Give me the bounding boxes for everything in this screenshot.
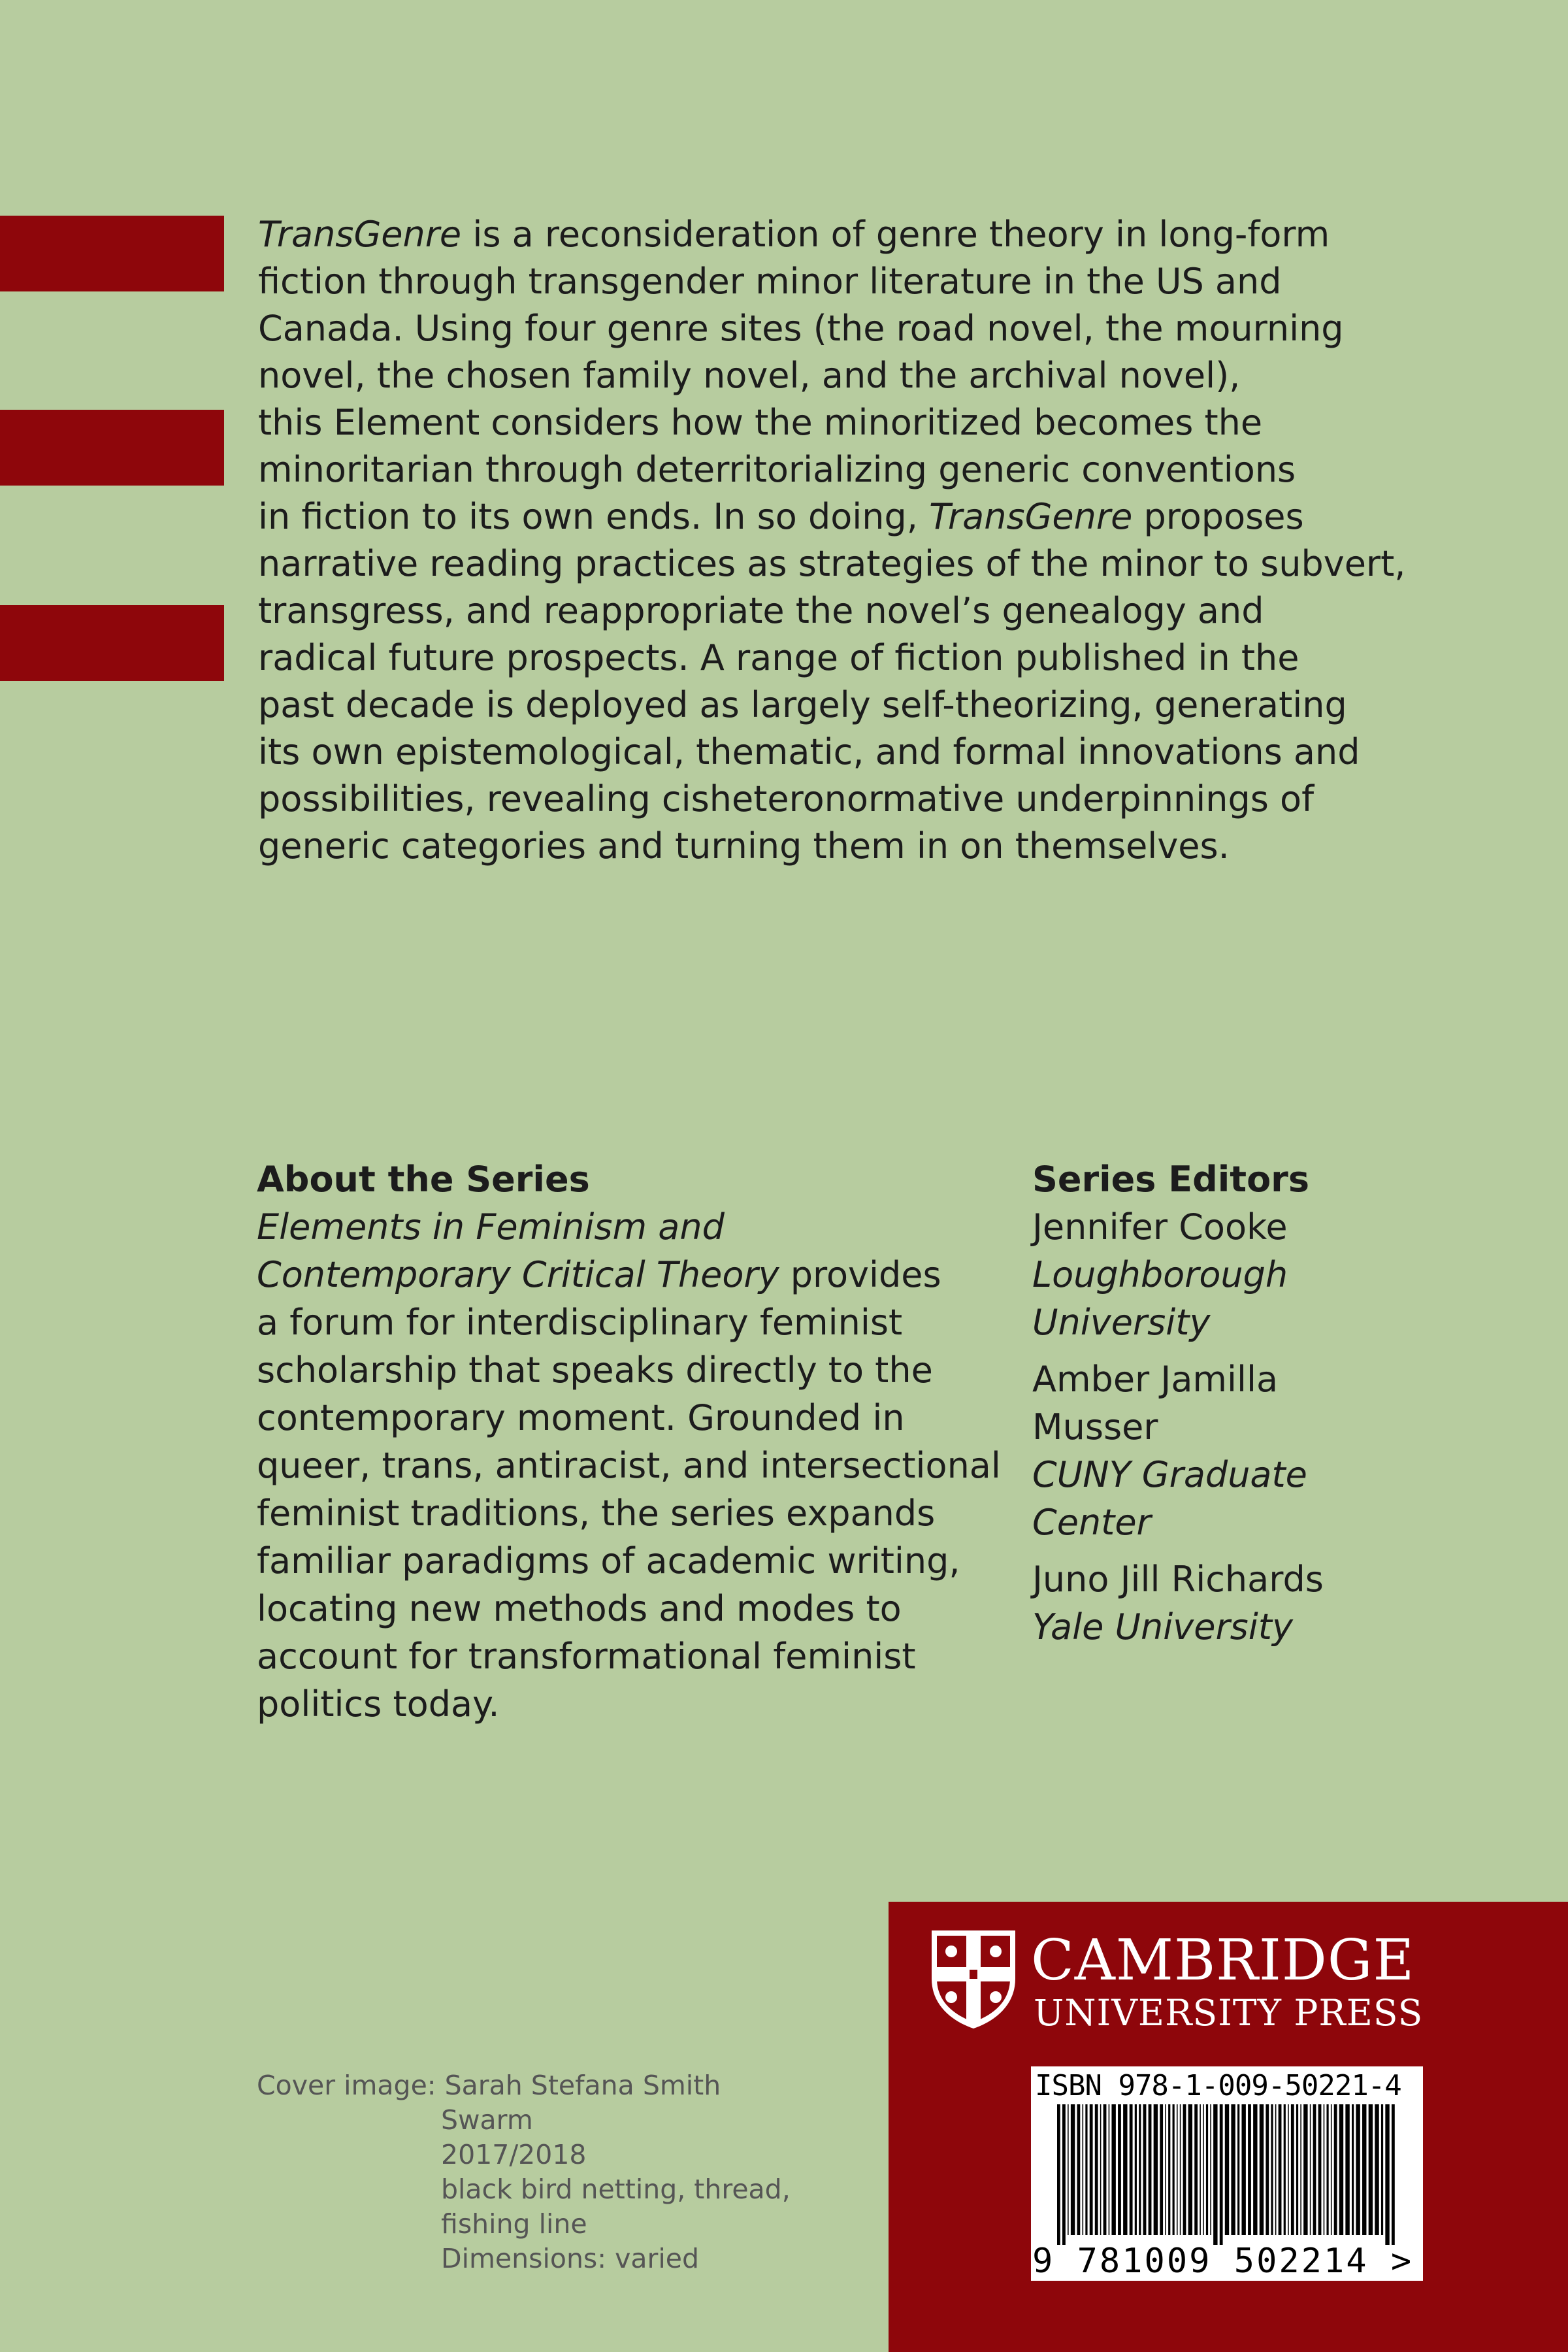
about-line	[257, 1442, 1008, 1489]
editors-heading: Series Editors	[1032, 1159, 1309, 1200]
barcode-bars	[1057, 2104, 1397, 2245]
barcode-bar	[1203, 2104, 1204, 2235]
credit-line: Dimensions: varied	[441, 2243, 700, 2274]
barcode-bar	[1200, 2104, 1201, 2235]
editor-affiliation: CUNY Graduate	[1032, 1454, 1307, 1495]
blurb-text: minoritarian through deterritorializing generic conventions	[258, 449, 1296, 490]
barcode-bar	[1149, 2104, 1152, 2235]
barcode-bar	[1284, 2104, 1286, 2235]
blurb-italic-text: TransGenre	[929, 496, 1133, 537]
credit-label: Cover image: Sarah Stefana Smith	[257, 2070, 721, 2101]
barcode-bar	[1260, 2104, 1264, 2235]
publisher-subname: UNIVERSITY PRESS	[1034, 1992, 1424, 2034]
barcode-bar	[1100, 2104, 1102, 2235]
barcode-bar	[1173, 2104, 1175, 2235]
red-band-middle	[0, 410, 224, 486]
series-editors	[1032, 1155, 1490, 1651]
barcode-bar	[1206, 2104, 1208, 2235]
barcode-bar	[1225, 2104, 1229, 2235]
about-text: a forum for interdisciplinary feminist	[257, 1302, 903, 1343]
barcode-bar	[1139, 2104, 1141, 2235]
barcode-bar	[1266, 2104, 1269, 2235]
blurb-text: is a reconsideration of genre theory in long-form	[461, 214, 1330, 255]
blurb-line	[258, 493, 1434, 540]
cambridge-shield-icon	[928, 1927, 1019, 2031]
blurb-text: transgress, and reappropriate the novel’s genealogy and	[258, 590, 1264, 631]
barcode-bar	[1362, 2104, 1366, 2235]
about-heading: About the Series	[257, 1159, 590, 1200]
book-blurb	[258, 211, 1434, 870]
blurb-text: past decade is deployed as largely self-theorizing, generating	[258, 684, 1347, 725]
barcode-bar	[1103, 2104, 1107, 2235]
blurb-line	[258, 540, 1434, 588]
blurb-line	[258, 729, 1434, 776]
barcode-bar	[1241, 2104, 1245, 2235]
barcode-bar	[1291, 2104, 1294, 2235]
barcode-bar	[1296, 2104, 1298, 2235]
barcode-bar	[1165, 2104, 1166, 2235]
barcode-bar	[1313, 2104, 1316, 2235]
barcode-bar	[1352, 2104, 1354, 2235]
barcode-bar	[1168, 2104, 1170, 2235]
barcode-bar	[1177, 2104, 1178, 2235]
barcode-bar	[1062, 2104, 1066, 2245]
barcode-bar	[1253, 2104, 1257, 2235]
isbn-label: ISBN 978-1-009-50221-4	[1035, 2069, 1401, 2102]
barcode-bar	[1154, 2104, 1158, 2235]
barcode-bar	[1385, 2104, 1389, 2245]
about-italic-text: Elements in Feminism and	[257, 1206, 725, 1248]
barcode-bar	[1071, 2104, 1075, 2235]
barcode-bar	[1275, 2104, 1277, 2235]
barcode-bar	[1160, 2104, 1163, 2235]
editor-name: Amber Jamilla	[1032, 1359, 1279, 1400]
barcode-bar	[1288, 2104, 1289, 2235]
about-text: politics today.	[257, 1683, 500, 1725]
editor-affiliation: Loughborough	[1032, 1254, 1288, 1295]
about-text: queer, trans, antiracist, and intersectional	[257, 1445, 1001, 1486]
barcode-bar	[1356, 2104, 1360, 2235]
editor-affiliation: University	[1032, 1302, 1211, 1343]
blurb-text: fiction through transgender minor literature in the US and	[258, 261, 1282, 302]
barcode-bar	[1090, 2104, 1093, 2235]
about-text: account for transformational feminist	[257, 1636, 916, 1677]
blurb-line	[258, 446, 1434, 493]
publisher-name: CAMBRIDGE	[1031, 1928, 1415, 1993]
about-text: scholarship that speaks directly to the	[257, 1350, 933, 1391]
barcode-bar	[1130, 2104, 1133, 2235]
about-line	[257, 1585, 1008, 1632]
editor-affiliation: Yale University	[1032, 1606, 1293, 1648]
barcode-bar	[1068, 2104, 1069, 2235]
about-line	[257, 1346, 1008, 1394]
credit-line: black bird netting, thread,	[441, 2174, 791, 2205]
cover-image-credit	[257, 2068, 791, 2276]
barcode-bar	[1310, 2104, 1311, 2235]
about-line	[257, 1251, 1008, 1299]
blurb-line	[258, 635, 1434, 682]
red-band-bottom	[0, 605, 224, 681]
barcode-bar	[1085, 2104, 1087, 2235]
blurb-line	[258, 352, 1434, 399]
about-the-series	[257, 1155, 1008, 1728]
credit-line: fishing line	[441, 2208, 587, 2240]
blurb-text: proposes	[1132, 496, 1304, 537]
barcode-bar	[1369, 2104, 1373, 2235]
barcode-bar	[1271, 2104, 1273, 2235]
editors-list	[1032, 1203, 1490, 1651]
credit-line: 2017/2018	[441, 2139, 587, 2170]
about-line	[257, 1537, 1008, 1585]
blurb-line	[258, 258, 1434, 305]
barcode-bar	[1123, 2104, 1127, 2235]
about-text: familiar paradigms of academic writing,	[257, 1540, 960, 1582]
barcode-bar	[1279, 2104, 1282, 2235]
blurb-line	[258, 776, 1434, 823]
blurb-text: generic categories and turning them in on themselves.	[258, 825, 1230, 867]
publisher-panel	[889, 1902, 1568, 2352]
barcode-bar	[1324, 2104, 1325, 2235]
blurb-text: novel, the chosen family novel, and the archival novel),	[258, 355, 1241, 396]
barcode-bar	[1118, 2104, 1121, 2235]
red-band-top	[0, 216, 224, 291]
about-line	[257, 1299, 1008, 1346]
editor-name: Musser	[1032, 1406, 1158, 1448]
barcode-bar	[1183, 2104, 1186, 2235]
editor-name: Juno Jill Richards	[1032, 1559, 1324, 1600]
barcode-bar	[1318, 2104, 1322, 2235]
barcode-bar	[1339, 2104, 1343, 2235]
blurb-line	[258, 682, 1434, 729]
barcode-bar	[1180, 2104, 1181, 2235]
barcode-bar	[1326, 2104, 1328, 2235]
barcode-bar	[1210, 2104, 1211, 2235]
barcode-bar	[1231, 2104, 1235, 2235]
editor-name: Jennifer Cooke	[1032, 1206, 1288, 1248]
blurb-text: this Element considers how the minoritized becomes the	[258, 402, 1263, 443]
about-text: contemporary moment. Grounded in	[257, 1397, 905, 1438]
barcode-bar	[1345, 2104, 1349, 2235]
about-line	[257, 1680, 1008, 1728]
blurb-line	[258, 305, 1434, 352]
blurb-text: its own epistemological, thematic, and formal innovations and	[258, 731, 1360, 772]
barcode-bar	[1083, 2104, 1084, 2235]
barcode-bar	[1392, 2104, 1395, 2245]
barcode-bar	[1143, 2104, 1147, 2235]
barcode-digits: 9 781009 502214 >	[1032, 2242, 1414, 2281]
barcode-bar	[1334, 2104, 1337, 2235]
blurb-line	[258, 399, 1434, 446]
credit-details	[257, 2103, 791, 2276]
barcode-bar	[1331, 2104, 1332, 2235]
blurb-line	[258, 588, 1434, 635]
barcode-bar	[1248, 2104, 1251, 2235]
about-text: provides	[779, 1254, 941, 1295]
about-italic-text: Contemporary Critical Theory	[257, 1254, 779, 1295]
barcode-bar	[1077, 2104, 1080, 2235]
barcode-bar	[1220, 2104, 1223, 2245]
blurb-line	[258, 823, 1434, 870]
blurb-text: in fiction to its own ends. In so doing,	[258, 496, 930, 537]
barcode-bar	[1111, 2104, 1115, 2235]
barcode-bar	[1194, 2104, 1198, 2235]
barcode-bar	[1381, 2104, 1383, 2235]
barcode-bar	[1303, 2104, 1307, 2235]
barcode-bar	[1057, 2104, 1060, 2245]
blurb-line	[258, 211, 1434, 258]
about-line	[257, 1203, 1008, 1251]
blurb-italic-text: TransGenre	[258, 214, 462, 255]
barcode-bar	[1213, 2104, 1217, 2245]
blurb-text: narrative reading practices as strategies of the minor to subvert,	[258, 543, 1406, 584]
about-line	[257, 1632, 1008, 1680]
about-text: feminist traditions, the series expands	[257, 1493, 936, 1534]
barcode-bar	[1300, 2104, 1301, 2235]
about-line	[257, 1489, 1008, 1537]
about-body	[257, 1203, 1008, 1728]
blurb-text: possibilities, revealing cisheteronormative underpinnings of	[258, 778, 1315, 820]
blurb-text: radical future prospects. A range of fiction published in the	[258, 637, 1299, 678]
blurb-text: Canada. Using four genre sites (the road novel, the mourning	[258, 308, 1344, 349]
barcode	[1031, 2066, 1423, 2281]
barcode-bar	[1135, 2104, 1137, 2235]
barcode-bar	[1237, 2104, 1239, 2235]
about-text: locating new methods and modes to	[257, 1588, 902, 1629]
credit-line: Swarm	[441, 2104, 533, 2136]
barcode-bar	[1375, 2104, 1379, 2235]
barcode-bar	[1188, 2104, 1192, 2235]
editor-affiliation: Center	[1032, 1502, 1151, 1543]
about-line	[257, 1394, 1008, 1442]
barcode-bar	[1095, 2104, 1098, 2235]
barcode-bar	[1109, 2104, 1110, 2235]
